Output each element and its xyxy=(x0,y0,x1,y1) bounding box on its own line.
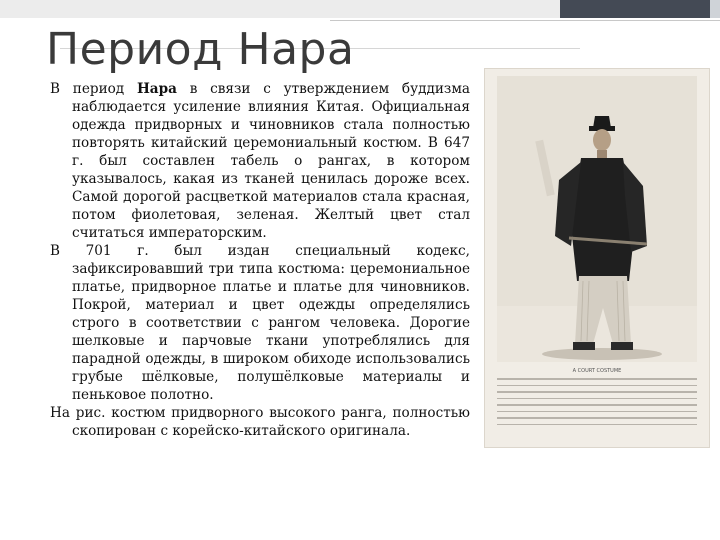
court-costume-photo xyxy=(497,76,697,362)
caption-line xyxy=(497,391,697,393)
figure-caption-title: A COURT COSTUME xyxy=(572,368,622,374)
paragraph-1-rest: в связи с утверждением буддизма наблюдается усиление влияния Китая. Официальная одежда придворных и чиновников стала полностью повторять китайский церемониальный костюм. В 647 г. был составлен табель о рангах, в котором указывалось, какая из тканей ценилась дороже всех. Самой дорогой расцветкой материалов стала красная, потом фиолетовая, зеленая. Желтый цвет стал считаться императорским. xyxy=(72,81,470,241)
caption-line xyxy=(497,417,697,419)
caption-line xyxy=(497,378,697,380)
paragraph-2: В 701 г. был издан специальный кодекс, зафиксировавший три типа костюма: церемониальное платье, придворное платье и платье для чиновников. Покрой, материал и цвет одежды определялись строго в соответствии с рангом человека. Дорогие шелковые и парчовые ткани употреблялись для парадной одежды, в широком обиходе использовались грубые шёлковые, полушёлковые материалы и пеньковое полотно. xyxy=(50,243,470,403)
top-bar-edge-segment xyxy=(710,0,720,18)
paragraph-1-bold: Нара xyxy=(136,81,177,97)
paragraph-3: На рис. костюм придворного высокого ранга, полностью скопирован с корейско-китайского оригинала. xyxy=(50,405,470,439)
slide-title: Период Нара xyxy=(46,24,355,75)
decorative-rule-top xyxy=(330,20,720,21)
top-decoration-bar xyxy=(0,0,720,18)
paragraph-1-prefix: В период xyxy=(50,81,137,97)
paragraph-1 xyxy=(50,80,470,242)
caption-line xyxy=(497,404,697,406)
caption-line xyxy=(497,385,697,387)
top-bar-light-segment xyxy=(0,0,560,18)
caption-line xyxy=(497,411,697,413)
slide-body xyxy=(50,80,470,440)
top-bar-dark-segment xyxy=(560,0,710,18)
caption-line xyxy=(497,424,697,426)
caption-line xyxy=(497,398,697,400)
figure-caption-text xyxy=(497,378,697,430)
